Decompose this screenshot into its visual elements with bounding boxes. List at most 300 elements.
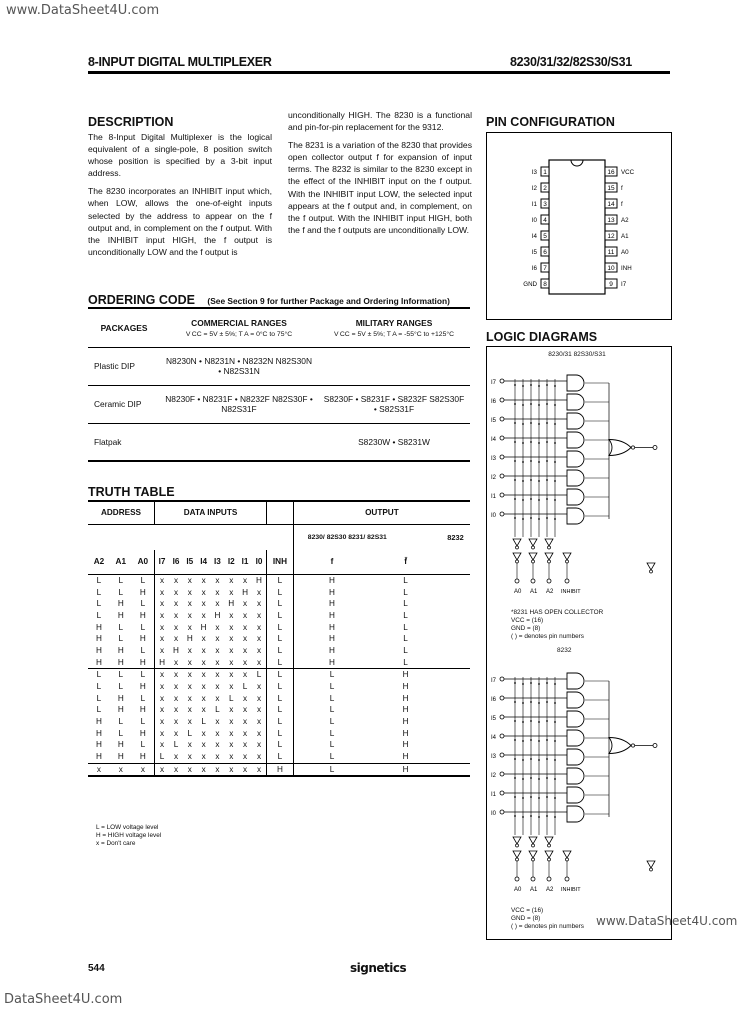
truth-cell: x <box>252 727 267 739</box>
ordering-package: Ceramic DIP <box>94 399 142 409</box>
truth-cell: x <box>243 657 248 667</box>
truth-cell: H <box>267 763 294 776</box>
and-gate <box>567 787 584 803</box>
logic-d2-address-label: A1 <box>530 887 538 893</box>
truth-cell: x <box>215 752 220 762</box>
truth-cell: x <box>229 764 234 774</box>
signetics-logo: signetics <box>350 961 407 975</box>
ordering-military <box>318 347 470 385</box>
inverter-bubble <box>532 858 535 861</box>
ordering-military: S8230F • S8231F • S8232F S82S30F • S82S31F <box>323 394 465 414</box>
truth-cell: x <box>187 752 192 762</box>
logic-d1-input-label: I5 <box>491 418 497 424</box>
truth-cell: x <box>201 682 206 692</box>
logic-d2-input-label: I3 <box>491 754 497 760</box>
truth-cell: x <box>215 657 220 667</box>
dip-pin-label: I7 <box>621 281 627 288</box>
dip-pin-label: f <box>621 185 623 192</box>
truth-cell: L <box>267 692 294 704</box>
logic-d1-address-label: A0 <box>514 589 522 595</box>
inverter-bubble <box>516 858 519 861</box>
truth-cell: H <box>329 575 335 585</box>
dip-pin-number: 15 <box>607 185 615 192</box>
truth-cell: x <box>187 622 192 632</box>
and-gate <box>567 508 584 524</box>
truth-cell: H <box>95 717 102 727</box>
truth-cell: x <box>160 622 165 632</box>
page-header-title: 8-INPUT DIGITAL MULTIPLEXER <box>88 55 272 69</box>
truth-cell: L <box>267 739 294 751</box>
logic-d1-input-terminal <box>500 417 504 421</box>
truth-table-row <box>88 645 470 657</box>
logic-d2-input-terminal <box>500 753 504 757</box>
truth-cell: H <box>117 657 124 667</box>
truth-cell: x <box>160 670 165 680</box>
dip-pin-number: 4 <box>543 217 547 224</box>
truth-cell: H <box>95 752 102 762</box>
inverter-buffer <box>529 851 537 858</box>
truth-col-header: f̄ <box>404 557 407 567</box>
inverter-bubble <box>548 546 551 549</box>
truth-table-row <box>88 633 470 645</box>
pin-config-box <box>486 132 672 320</box>
truth-cell: x <box>201 705 206 715</box>
dip-pin-label: I4 <box>531 233 537 240</box>
truth-cell: H <box>329 610 335 620</box>
truth-cell: x <box>252 704 267 716</box>
ordering-commercial: N8230F • N8231F • N8232F N82S30F • N82S31F <box>165 394 313 414</box>
dip-pin-label: A1 <box>621 233 629 240</box>
logic-d2-notes <box>511 907 584 931</box>
dip-pin-number: 2 <box>543 185 547 192</box>
truth-cell: L <box>118 622 124 632</box>
dip-pin-label: f <box>621 201 623 208</box>
truth-cell: x <box>187 740 192 750</box>
inverter-bubble <box>566 560 569 563</box>
truth-cell: x <box>187 610 192 620</box>
truth-col-header: I1 <box>241 557 249 567</box>
logic-d2-input-label: I1 <box>491 792 497 798</box>
logic-d1-input-terminal <box>500 493 504 497</box>
truth-cell: L <box>329 717 335 727</box>
truth-cell: L <box>187 728 193 738</box>
logic-d2-input-label: I0 <box>491 811 497 817</box>
truth-cell: x <box>243 645 248 655</box>
dip-pin-number: 6 <box>543 249 547 256</box>
truth-cell: L <box>159 752 165 762</box>
dip-pin-label: I3 <box>531 169 537 176</box>
truth-cell: L <box>118 717 124 727</box>
inverter-bubble <box>548 560 551 563</box>
truth-cell: x <box>243 670 248 680</box>
truth-cell: L <box>267 598 294 610</box>
truth-cell: H <box>402 740 409 750</box>
truth-cell: x <box>160 575 165 585</box>
truth-cell: x <box>187 587 192 597</box>
truth-cell: H <box>132 704 155 716</box>
truth-cell: H <box>252 574 267 586</box>
truth-cell: x <box>243 693 248 703</box>
and-gate <box>567 432 584 448</box>
truth-cell: L <box>118 634 124 644</box>
truth-cell: x <box>187 575 192 585</box>
truth-table-title: TRUTH TABLE <box>88 485 175 499</box>
truth-cell: x <box>173 764 179 774</box>
inverter-buffer <box>545 553 553 560</box>
truth-cell: x <box>160 717 165 727</box>
truth-col-header: I7 <box>158 557 166 567</box>
truth-table-row <box>88 704 470 716</box>
truth-cell: L <box>118 728 124 738</box>
ordering-col-military <box>318 308 470 347</box>
truth-col-header: I3 <box>214 557 221 567</box>
truth-output-8232: 8232 <box>447 532 464 542</box>
logic-d2-address-label: A0 <box>514 887 522 893</box>
logic-d2-input-label: I4 <box>491 735 497 741</box>
inverter-bubble <box>548 858 551 861</box>
logic-d1-input-label: I2 <box>491 475 497 481</box>
logic-d2-output-terminal <box>653 744 657 748</box>
truth-cell: x <box>229 705 234 715</box>
truth-cell: L <box>329 728 335 738</box>
truth-col-header: I6 <box>172 557 180 567</box>
truth-cell: x <box>229 645 234 655</box>
truth-cell: H <box>95 657 102 667</box>
truth-cell: H <box>95 622 102 632</box>
truth-col-header: INH <box>267 550 294 574</box>
truth-cell: H <box>117 645 124 655</box>
inverter-buffer <box>529 837 537 844</box>
description-col2 <box>288 109 472 242</box>
and-gate <box>567 413 584 429</box>
truth-output-sub: 8230/ 82S30 8231/ 82S31 <box>307 533 387 541</box>
logic-d1-note: GND = (8) <box>511 625 541 632</box>
truth-cell: x <box>229 740 234 750</box>
truth-cell: L <box>329 670 335 680</box>
truth-cell: x <box>173 693 179 703</box>
logic-d2-input-label: I6 <box>491 697 497 703</box>
truth-cell: x <box>229 575 234 585</box>
truth-cell: x <box>201 764 206 774</box>
and-gate <box>567 749 584 765</box>
dip-pin-number: 11 <box>607 249 615 256</box>
truth-cell: L <box>267 716 294 728</box>
inverter-bubble <box>532 546 535 549</box>
truth-cell: x <box>252 621 267 633</box>
and-gate <box>567 470 584 486</box>
logic-schematic <box>487 347 671 939</box>
truth-cell: x <box>229 717 234 727</box>
truth-cell: x <box>229 682 234 692</box>
inverter-buffer <box>545 851 553 858</box>
truth-cell: x <box>160 728 165 738</box>
truth-cell: L <box>403 610 408 620</box>
logic-d2-title: 8232 <box>557 647 572 654</box>
truth-cell: x <box>201 728 206 738</box>
logic-d1-input-label: I0 <box>491 513 497 519</box>
truth-cell: H <box>95 740 102 750</box>
truth-table-row <box>88 692 470 704</box>
truth-cell: H <box>200 622 207 632</box>
truth-cell: H <box>132 656 155 668</box>
truth-cell: L <box>267 574 294 586</box>
truth-cell: x <box>215 622 220 632</box>
truth-cell: x <box>173 657 179 667</box>
truth-cell: x <box>201 634 206 644</box>
truth-cell: x <box>252 656 267 668</box>
ordering-commercial <box>160 423 318 461</box>
truth-cell: L <box>242 682 248 692</box>
truth-cell: x <box>201 610 206 620</box>
ordering-table <box>88 307 470 462</box>
logic-d1-address-label: A1 <box>530 589 538 595</box>
truth-cell: x <box>187 693 192 703</box>
truth-cell: L <box>267 610 294 622</box>
truth-table-notes <box>96 824 161 848</box>
truth-note: x = Don't care <box>96 840 136 847</box>
inverter-buffer <box>513 851 521 858</box>
truth-cell: H <box>402 705 409 715</box>
dip-pin-label: INH <box>621 265 632 272</box>
truth-cell: x <box>252 739 267 751</box>
logic-d2-address-terminal <box>515 877 519 881</box>
inverter-buffer <box>529 553 537 560</box>
truth-cell: x <box>215 717 220 727</box>
inverter-bubble <box>650 570 653 573</box>
truth-cell: x <box>173 705 179 715</box>
truth-cell: x <box>252 598 267 610</box>
logic-d1-note: VCC = (16) <box>511 617 544 624</box>
ordering-military-cond: V CC = 5V ± 5%; T A = -55°C to +125°C <box>333 330 454 338</box>
ordering-military-title: MILITARY RANGES <box>355 317 433 328</box>
dip-pin-number: 7 <box>543 265 547 272</box>
logic-d1-input-terminal <box>500 398 504 402</box>
truth-cell: L <box>228 693 234 703</box>
truth-cell: x <box>229 752 234 762</box>
truth-cell: H <box>132 751 155 763</box>
page-number: 544 <box>88 963 105 974</box>
truth-cell: H <box>242 587 249 597</box>
logic-d1-input-terminal <box>500 455 504 459</box>
truth-cell: L <box>96 670 102 680</box>
logic-d1-inhibit-label: INHIBIT <box>561 589 581 595</box>
and-gate <box>567 711 584 727</box>
truth-cell: x <box>252 586 267 598</box>
dip-pin-label: I2 <box>531 185 537 192</box>
truth-cell: H <box>329 599 335 609</box>
and-gate <box>567 692 584 708</box>
logic-diagrams-box <box>486 346 672 940</box>
truth-cell: x <box>201 587 206 597</box>
truth-cell: x <box>215 645 220 655</box>
truth-cell: x <box>201 575 206 585</box>
truth-cell: x <box>201 657 206 667</box>
truth-cell: H <box>329 587 335 597</box>
truth-cell: x <box>187 657 192 667</box>
truth-cell: x <box>215 682 220 692</box>
truth-cell: L <box>403 645 408 655</box>
truth-cell: H <box>95 728 102 738</box>
truth-cell: x <box>160 740 165 750</box>
truth-cell: x <box>187 717 192 727</box>
logic-d2-address-label: A2 <box>546 887 554 893</box>
truth-table-row <box>88 716 470 728</box>
logic-d1-title: 8230/31 82S30/S31 <box>548 351 606 358</box>
truth-cell: x <box>201 752 206 762</box>
truth-cell: H <box>132 727 155 739</box>
truth-cell: L <box>201 717 206 727</box>
logic-d1-note: *8231 HAS OPEN COLLECTOR <box>511 609 604 616</box>
inverter-buffer <box>563 851 571 858</box>
logic-d2-input-terminal <box>500 791 504 795</box>
truth-cell: x <box>215 740 220 750</box>
logic-d2-address-terminal <box>531 877 535 881</box>
truth-cell: x <box>201 670 206 680</box>
truth-cell: H <box>402 670 409 680</box>
truth-cell: H <box>402 728 409 738</box>
dip-pin-label: I5 <box>531 249 537 256</box>
truth-cell: x <box>96 764 101 774</box>
truth-cell: L <box>267 621 294 633</box>
truth-cell: L <box>267 586 294 598</box>
truth-cell: L <box>252 669 267 681</box>
truth-cell: L <box>132 598 155 610</box>
truth-cell: L <box>329 752 335 762</box>
truth-cell: x <box>201 740 206 750</box>
truth-table-row <box>88 621 470 633</box>
truth-cell: x <box>252 751 267 763</box>
truth-cell: H <box>117 610 124 620</box>
logic-d1-inhibit-terminal <box>565 579 569 583</box>
logic-d1-input-label: I3 <box>491 456 497 462</box>
truth-table-row <box>88 727 470 739</box>
logic-d2-inhibit-label: INHIBIT <box>561 887 581 893</box>
truth-cell: x <box>215 587 220 597</box>
truth-cell: H <box>228 599 235 609</box>
description-title: DESCRIPTION <box>88 115 174 129</box>
truth-cell: L <box>267 681 294 693</box>
inverter-bubble <box>532 560 535 563</box>
truth-table-row <box>88 669 470 681</box>
truth-cell: x <box>201 599 206 609</box>
truth-cell: x <box>243 752 248 762</box>
truth-group-data: DATA INPUTS <box>155 501 267 524</box>
truth-table-row <box>88 751 470 763</box>
ordering-commercial-title: COMMERCIAL RANGES <box>191 317 287 328</box>
truth-cell: x <box>160 610 165 620</box>
truth-cell: x <box>173 622 179 632</box>
logic-d1-notes <box>511 609 603 641</box>
truth-cell: H <box>402 682 409 692</box>
logic-d2-input-label: I7 <box>491 678 497 684</box>
inverter-buffer <box>529 539 537 546</box>
truth-cell: x <box>173 599 179 609</box>
truth-col-header: I4 <box>200 557 208 567</box>
dip-pin-label: I0 <box>531 217 537 224</box>
logic-d2-address-terminal <box>547 877 551 881</box>
truth-cell: x <box>215 634 220 644</box>
truth-cell: x <box>173 610 179 620</box>
inverter-buffer <box>513 837 521 844</box>
truth-cell: L <box>132 574 155 586</box>
and-gate <box>567 489 584 505</box>
dip-pin-label: GND <box>523 281 537 288</box>
ordering-col-packages: PACKAGES <box>100 322 148 333</box>
truth-cell: L <box>403 599 408 609</box>
truth-col-header: I5 <box>186 557 194 567</box>
truth-cell: L <box>118 670 124 680</box>
truth-cell: L <box>329 682 335 692</box>
logic-d2-input-label: I5 <box>491 716 497 722</box>
truth-cell: x <box>229 728 234 738</box>
inverter-bubble <box>532 844 535 847</box>
truth-cell: L <box>329 764 335 774</box>
dip-pin-label: I6 <box>531 265 537 272</box>
logic-d1-input-terminal <box>500 379 504 383</box>
truth-cell: x <box>215 693 220 703</box>
truth-cell: x <box>252 692 267 704</box>
inverter-buffer <box>545 539 553 546</box>
truth-col-header: A0 <box>132 550 155 574</box>
truth-group-address: ADDRESS <box>88 501 155 524</box>
truth-table-row <box>88 681 470 693</box>
description-col1 <box>88 131 272 264</box>
truth-table-row <box>88 598 470 610</box>
dip-pin-label: VCC <box>621 169 635 176</box>
logic-d1-input-terminal <box>500 436 504 440</box>
truth-cell: H <box>214 610 221 620</box>
truth-cell: x <box>229 670 234 680</box>
ordering-military: S8230W • S8231W <box>358 436 430 447</box>
logic-d1-input-terminal <box>500 474 504 478</box>
logic-d1-note: ( ) = denotes pin numbers <box>511 633 584 640</box>
truth-cell: H <box>95 645 102 655</box>
truth-cell: x <box>252 645 267 657</box>
description-para-4: The 8231 is a variation of the 8230 that provides open collector output f for expansion of input terms. The 8232 is similar to the 8230 except in the effect of the INHIBIT input on the f output. With the INHIBIT input LOW, the selected input appears at the f output and, in complement, on the f output. With the INHIBIT input HIGH, both the f and the f outputs are unconditionally LOW. <box>288 140 472 235</box>
truth-cell: x <box>187 599 192 609</box>
ordering-row <box>88 347 470 385</box>
truth-cell: H <box>132 586 155 598</box>
watermark-bottom: DataSheet4U.com <box>4 992 123 1007</box>
truth-cell: x <box>173 587 179 597</box>
truth-cell: x <box>215 599 220 609</box>
logic-d2-input-terminal <box>500 715 504 719</box>
truth-cell: L <box>118 575 124 585</box>
truth-cell: x <box>201 693 206 703</box>
truth-cell: H <box>329 645 335 655</box>
truth-table-row <box>88 656 470 668</box>
truth-cell: L <box>267 704 294 716</box>
logic-d1-or-bubble <box>631 446 634 449</box>
truth-cell: H <box>402 693 409 703</box>
logic-diagrams-title: LOGIC DIAGRAMS <box>486 330 598 344</box>
logic-d2-note: GND = (8) <box>511 915 541 922</box>
inverter-bubble <box>516 560 519 563</box>
truth-cell: x <box>187 670 192 680</box>
inverter-buffer <box>513 539 521 546</box>
truth-cell: L <box>132 692 155 704</box>
logic-d2-or-gate <box>609 738 631 754</box>
truth-cell: x <box>173 728 179 738</box>
truth-cell: H <box>117 705 124 715</box>
and-gate <box>567 768 584 784</box>
truth-cell: L <box>215 705 220 715</box>
truth-cell: H <box>132 610 155 622</box>
dip-pin-label: A2 <box>621 217 629 224</box>
dip-package-diagram <box>487 133 671 319</box>
truth-cell: x <box>201 645 206 655</box>
truth-cell: L <box>267 727 294 739</box>
